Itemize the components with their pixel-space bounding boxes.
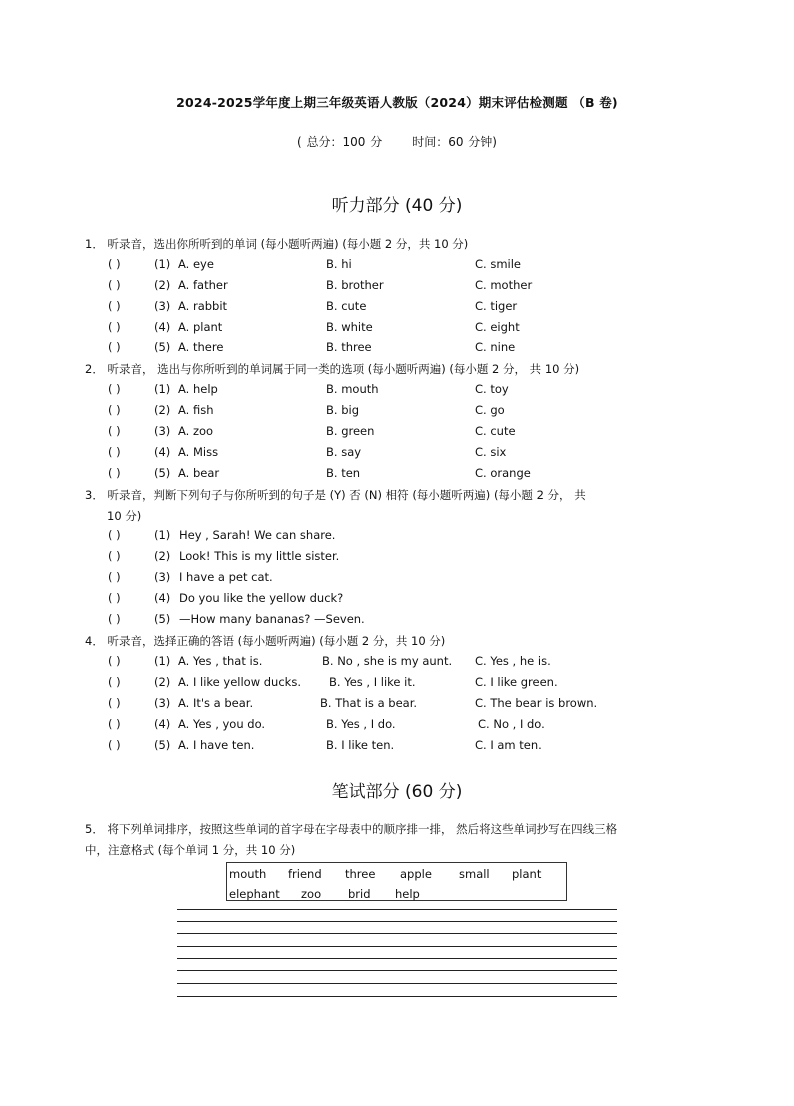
item-number: (1): [154, 257, 171, 271]
answer-blank[interactable]: ( ): [108, 403, 121, 417]
option-c: C. cute: [475, 424, 516, 438]
option-a: A. bear: [178, 466, 220, 480]
statement: Do you like the yellow duck?: [179, 591, 344, 605]
option-a: A. eye: [178, 257, 214, 271]
statement: I have a pet cat.: [179, 570, 273, 584]
item-number: (2): [154, 675, 171, 689]
item-number: (4): [154, 320, 171, 334]
q1-instruction: 1． 听录音，选出你所听到的单词 (每小题听两遍) (每小题 2 分，共 10 分): [85, 237, 469, 251]
grid-line: [177, 970, 617, 971]
option-b: B. big: [326, 403, 359, 417]
word-bank-word: elephant: [229, 887, 280, 901]
paper-subtitle: [0, 133, 794, 150]
answer-blank[interactable]: ( ): [108, 717, 121, 731]
item-number: (4): [154, 591, 171, 605]
option-b: B. That is a bear.: [320, 696, 418, 710]
option-c: C. nine: [475, 340, 516, 354]
total-score: ( 总分：100 分: [297, 135, 383, 149]
option-a: A. I have ten.: [178, 738, 255, 752]
word-bank-box: [226, 862, 567, 901]
word-bank-word: friend: [288, 867, 322, 881]
time-limit: 时间：60 分钟): [412, 135, 497, 149]
option-a: A. zoo: [178, 424, 214, 438]
word-bank-word: brid: [348, 887, 371, 901]
answer-blank[interactable]: ( ): [108, 675, 121, 689]
word-bank-word: zoo: [301, 887, 322, 901]
item-number: (3): [154, 696, 171, 710]
option-b: B. brother: [326, 278, 384, 292]
option-a: A. Miss: [178, 445, 219, 459]
answer-blank[interactable]: ( ): [108, 654, 121, 668]
answer-blank[interactable]: ( ): [108, 299, 121, 313]
item-number: (5): [154, 612, 171, 626]
word-bank-word: three: [345, 867, 376, 881]
option-c: C. tiger: [475, 299, 518, 313]
option-c: C. Yes , he is.: [475, 654, 551, 668]
grid-line: [177, 958, 617, 959]
q3-instruction-cont: 10 分): [107, 509, 142, 523]
item-number: (2): [154, 278, 171, 292]
item-number: (4): [154, 445, 171, 459]
option-a: A. Yes , you do.: [178, 717, 266, 731]
item-number: (5): [154, 340, 171, 354]
answer-blank[interactable]: ( ): [108, 257, 121, 271]
answer-blank[interactable]: ( ): [108, 340, 121, 354]
answer-blank[interactable]: ( ): [108, 591, 121, 605]
option-c: C. six: [475, 445, 507, 459]
answer-blank[interactable]: ( ): [108, 424, 121, 438]
item-number: (1): [154, 382, 171, 396]
item-number: (5): [154, 466, 171, 480]
statement: Look! This is my little sister.: [179, 549, 340, 563]
paper-title: 2024-2025学年度上期三年级英语人教版（2024）期末评估检测题 （B 卷): [176, 95, 618, 110]
statement: —How many bananas? —Seven.: [179, 612, 365, 626]
option-c: C. go: [475, 403, 505, 417]
grid-line: [177, 921, 617, 922]
answer-blank[interactable]: ( ): [108, 528, 121, 542]
answer-blank[interactable]: ( ): [108, 696, 121, 710]
item-number: (2): [154, 403, 171, 417]
four-line-grid[interactable]: [177, 906, 617, 1001]
writing-section-header: 笔试部分 (60 分): [331, 782, 463, 802]
option-c: C. The bear is brown.: [475, 696, 598, 710]
item-number: (5): [154, 738, 171, 752]
option-a: A. father: [178, 278, 228, 292]
answer-blank[interactable]: ( ): [108, 612, 121, 626]
q3-instruction: 3． 听录音，判断下列句子与你所听到的句子是 (Y) 否 (N) 相符 (每小题听两遍) (每小题 2 分， 共: [85, 488, 586, 502]
grid-line: [177, 983, 617, 984]
option-b: B. No , she is my aunt.: [322, 654, 453, 668]
answer-blank[interactable]: ( ): [108, 466, 121, 480]
option-b: B. Yes , I do.: [326, 717, 396, 731]
option-a: A. there: [178, 340, 224, 354]
statement: Hey , Sarah! We can share.: [179, 528, 336, 542]
option-b: B. Yes , I like it.: [329, 675, 416, 689]
grid-line: [177, 933, 617, 934]
item-number: (3): [154, 299, 171, 313]
word-bank-word: plant: [512, 867, 542, 881]
answer-blank[interactable]: ( ): [108, 278, 121, 292]
answer-blank[interactable]: ( ): [108, 738, 121, 752]
item-number: (1): [154, 528, 171, 542]
option-b: B. cute: [326, 299, 367, 313]
grid-line: [177, 996, 617, 997]
option-c: C. No , I do.: [478, 717, 545, 731]
q4-instruction: 4． 听录音，选择正确的答语 (每小题听两遍) (每小题 2 分，共 10 分): [85, 634, 446, 648]
option-c: C. I like green.: [475, 675, 558, 689]
option-c: C. eight: [475, 320, 520, 334]
grid-line: [177, 946, 617, 947]
option-b: B. white: [326, 320, 373, 334]
item-number: (1): [154, 654, 171, 668]
q5-instruction: 5． 将下列单词排序，按照这些单词的首字母在字母表中的顺序排一排， 然后将这些单词抄写在四线三格: [85, 822, 618, 836]
option-b: B. hi: [326, 257, 352, 271]
option-a: A. It's a bear.: [178, 696, 254, 710]
option-a: A. fish: [178, 403, 214, 417]
option-c: C. toy: [475, 382, 509, 396]
answer-blank[interactable]: ( ): [108, 549, 121, 563]
option-c: C. smile: [475, 257, 521, 271]
listening-section-header: 听力部分 (40 分): [331, 196, 463, 216]
q5-instruction-cont: 中，注意格式 (每个单词 1 分，共 10 分): [85, 843, 296, 857]
answer-blank[interactable]: ( ): [108, 382, 121, 396]
option-b: B. three: [326, 340, 372, 354]
word-bank-word: mouth: [229, 867, 267, 881]
item-number: (2): [154, 549, 171, 563]
option-c: C. mother: [475, 278, 533, 292]
option-b: B. say: [326, 445, 362, 459]
option-a: A. Yes , that is.: [178, 654, 263, 668]
item-number: (4): [154, 717, 171, 731]
word-bank-word: small: [459, 867, 490, 881]
option-b: B. ten: [326, 466, 361, 480]
word-bank-word: apple: [400, 867, 432, 881]
answer-blank[interactable]: ( ): [108, 320, 121, 334]
option-a: A. help: [178, 382, 218, 396]
option-b: B. mouth: [326, 382, 379, 396]
item-number: (3): [154, 424, 171, 438]
grid-line: [177, 909, 617, 910]
option-b: B. green: [326, 424, 375, 438]
answer-blank[interactable]: ( ): [108, 445, 121, 459]
word-bank-word: help: [395, 887, 420, 901]
option-a: A. plant: [178, 320, 223, 334]
option-b: B. I like ten.: [326, 738, 395, 752]
option-c: C. orange: [475, 466, 531, 480]
option-c: C. I am ten.: [475, 738, 542, 752]
item-number: (3): [154, 570, 171, 584]
option-a: A. I like yellow ducks.: [178, 675, 301, 689]
q2-instruction: 2． 听录音， 选出与你所听到的单词属于同一类的选项 (每小题听两遍) (每小题 2 分， 共 10 分): [85, 362, 580, 376]
answer-blank[interactable]: ( ): [108, 570, 121, 584]
option-a: A. rabbit: [178, 299, 228, 313]
